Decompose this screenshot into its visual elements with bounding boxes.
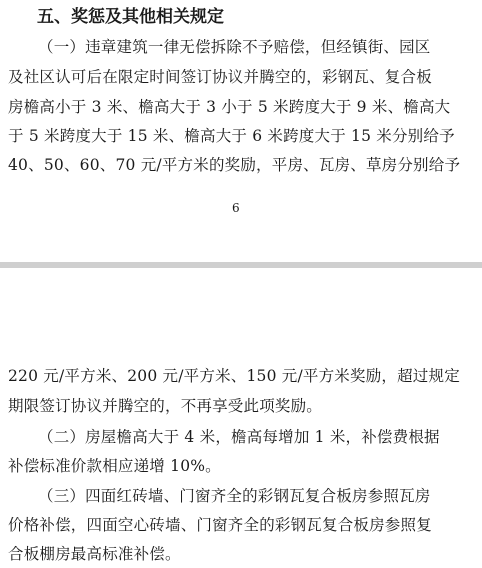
paragraph-line: （三）四面红砖墙、门窗齐全的彩钢瓦复合板房参照瓦房 xyxy=(38,487,431,505)
paragraph-line: （二）房屋檐高大于 4 米，檐高每增加 1 米，补偿费根据 xyxy=(38,428,440,446)
paragraph-line: 220 元/平方米、200 元/平方米、150 元/平方米奖励，超过规定 xyxy=(8,367,460,385)
paragraph-line: 房檐高小于 3 米、檐高大于 3 小于 5 米跨度大于 9 米、檐高大 xyxy=(8,98,451,116)
paragraph-line: 及社区认可后在限定时间签订协议并腾空的，彩钢瓦、复合板 xyxy=(8,68,432,86)
paragraph-line: 补偿标准价款相应递增 10%。 xyxy=(8,457,221,475)
paragraph-line: （一）违章建筑一律无偿拆除不予赔偿，但经镇街、园区 xyxy=(38,38,431,56)
paragraph-line: 期限签订协议并腾空的，不再享受此项奖励。 xyxy=(8,397,323,415)
page-number: 6 xyxy=(232,201,240,215)
paragraph-line: 合板棚房最高标准补偿。 xyxy=(8,545,181,563)
paragraph-line: 于 5 米跨度大于 15 米、檐高大于 6 米跨度大于 15 米分别给予 xyxy=(8,127,455,145)
paragraph-line: 价格补偿，四面空心砖墙、门窗齐全的彩钢瓦复合板房参照复 xyxy=(8,516,432,534)
paragraph-line: 40、50、60、70 元/平方米的奖励，平房、瓦房、草房分别给予 xyxy=(8,156,461,174)
document-page-top xyxy=(0,0,482,262)
document-page-bottom xyxy=(0,268,482,565)
section-heading: 五、奖惩及其他相关规定 xyxy=(37,7,224,27)
